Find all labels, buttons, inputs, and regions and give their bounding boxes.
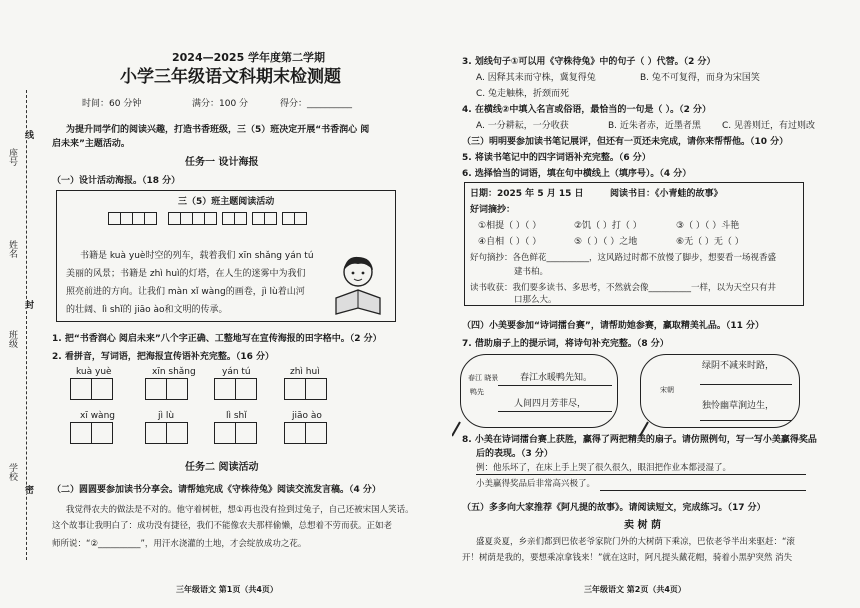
poster-line-3: 照亮前进的方向。让我们 màn xǐ wàng的画卷，jì lù着山河 [66,287,305,297]
grid-cell[interactable] [145,422,167,444]
mark-secret: 密 [23,485,33,494]
question-4: 4. 在横线②中填入名言或俗语，最恰当的一句是（ ）。（2 分） [462,105,711,115]
grid-cell[interactable] [91,422,113,444]
fan-line-1[interactable]: 春江水暖鸭先知。 [520,373,593,383]
fan-tag-1: 春江 晓景 [468,374,499,382]
fan-line-3[interactable]: 绿阴不减来时路， [702,361,775,371]
grid-cell[interactable] [235,378,257,400]
word-2[interactable]: ②饥（ ）打（ ） [574,221,642,231]
answer-grid-1 [70,378,112,400]
intro-line-1: 为提升同学们的阅读兴趣，打造书香班级，三（5）班决定开展“书香润心 阅 [66,125,370,135]
word-4[interactable]: ④自相（ ）（ ） [478,237,542,247]
q4-option-a[interactable]: A. 一分耕耘，一分收获 [476,121,569,131]
get-score: 得分：__________ [280,99,353,109]
section5-title: （五）多多向大家推荐《阿凡提的故事》。请阅读短文，完成练习。（17 分） [462,503,766,513]
good-sentence-2: 建书柏。 [514,267,549,277]
grid-cell[interactable] [235,422,257,444]
word-5[interactable]: ⑤（ ）（ ）之地 [574,237,638,247]
section1-title: （一）设计活动海报。（18 分） [52,176,181,186]
question-6: 6. 选择恰当的词语，填在句中横线上（填序号）。（4 分） [462,169,692,179]
answer-grid-5 [70,422,112,444]
fan-line-2-underline [498,411,612,412]
grid-cell[interactable] [70,378,92,400]
grid-cell[interactable] [166,378,188,400]
section4-title: （四）小美要参加“诗词擂台赛”，请帮助她参赛，赢取精美礼品。（11 分） [462,321,764,331]
question-2: 2. 看拼音，写词语，把海报宣传语补充完整。（16 分） [52,352,274,362]
fan-line-2[interactable]: 人间四月芳菲尽， [514,399,587,409]
poster-title: 三（5）班主题阅读活动 [178,197,275,207]
question-7: 7. 借助扇子上的提示词，将诗句补充完整。（8 分） [462,339,669,349]
grid-cell[interactable] [294,212,307,225]
intro-line-2: 启未来”主题活动。 [52,139,130,149]
answer-grid-6 [145,422,187,444]
answer-grid-7 [214,422,256,444]
answer-sentence[interactable]: 小美赢得奖品后非常高兴极了。 [476,479,596,489]
footer-page-1: 三年级语文 第1页（共4页） [176,585,278,594]
poster-grid [108,212,306,225]
q3-option-a[interactable]: A. 因释其耒而守株，冀复得兔 [476,73,596,83]
q3-option-b[interactable]: B. 兔不可复得，而身为宋国笑 [640,73,760,83]
good-sentence-1: 好句摘抄：各色鲜花__________，这风路过时都不放慢了脚步，想要看一场视香盛 [470,253,777,263]
grid-cell[interactable] [284,378,306,400]
word-6[interactable]: ⑥无（ ）无（ ） [676,237,744,247]
poster-line-1: 书籍是 kuà yuè时空的列车，载着我们 xīn shǎng yán tú [80,251,314,261]
reading-gain-1: 读书收获：我们要多读书、多思考，不然就会像__________一样，以为天空只有井 [470,283,777,293]
label-name: 姓名 [7,240,17,258]
question-1: 1. 把“书香润心 阅启未来”八个字正确、工整地写在宣传海报的田字格中。（2 分） [52,334,382,344]
section2-title: （二）圆圆要参加读书分享会。请帮她完成《守株待兔》阅读交流发言稿。（4 分） [52,485,381,495]
pinyin-3: yán tú [222,367,251,377]
notes-book: 阅读书目：《小青蛙的故事》 [610,189,723,199]
exam-title: 小学三年级语文科期末检测题 [120,67,341,87]
story-line-2: 开！树荫是我的，要想乘凉拿钱来！”就在这时，阿凡提头戴花帽，骑着小黑驴突然 消失 [462,553,793,563]
q4-option-b[interactable]: B. 近朱者赤，近墨者黑 [608,121,701,131]
pinyin-1: kuà yuè [76,367,112,377]
pinyin-6: jì lù [158,411,175,421]
grid-cell[interactable] [166,422,188,444]
question-3: 3. 划线句子①可以用《守株待兔》中的句子（ ）代替。（2 分） [462,57,716,67]
pinyin-2: xīn shǎng [152,367,196,377]
task1-title: 任务一 设计海报 [185,157,259,168]
example-sentence: 例：他乐坏了，在床上手上哭了很久很久，眼泪把作业本都浸湿了。 [476,463,732,473]
grid-cell[interactable] [284,422,306,444]
grid-cell[interactable] [214,378,236,400]
label-school: 学校 [7,463,17,481]
answer-underline [600,490,806,491]
label-seat: 座号 [7,148,17,166]
section2-text-2: 这个故事让我明白了：成功没有捷径，我们不能像农夫那样偷懒，总想着不劳而获。正如老 [52,521,393,531]
mark-line: 线 [23,130,33,139]
example-underline [476,474,806,475]
word-1[interactable]: ①相提（ ）（ ） [478,221,542,231]
score-info: 满分：100 分 [192,99,249,109]
binding-margin [0,0,40,608]
notes-date: 日期：2025 年 5 月 15 日 [470,189,584,199]
time-info: 时间：60 分钟 [82,99,142,109]
pinyin-8: jiāo ào [292,411,322,421]
grid-cell[interactable] [214,422,236,444]
grid-cell[interactable] [305,378,327,400]
pinyin-7: lì shǐ [226,411,247,421]
question-8: 8. 小美在诗词擂台赛上获胜，赢得了两把精美的扇子。请仿照例句，写一写小美赢得奖品 [462,435,817,445]
footer-page-2: 三年级语文 第2页（共4页） [584,585,686,594]
story-title: 卖 树 荫 [624,520,661,531]
task2-title: 任务二 阅读活动 [185,462,259,473]
answer-grid-8 [284,422,326,444]
q3-option-c[interactable]: C. 兔走触株，折颈而死 [476,89,570,99]
grid-cell[interactable] [70,422,92,444]
fan-tag-3: 宋朝 [660,386,674,394]
q4-option-c[interactable]: C. 见善则迁，有过则改 [722,121,816,131]
poster-line-4: 的壮阔、lì shǐ的 jiāo ào和文明的传承。 [66,305,228,315]
mark-seal: 封 [23,300,33,309]
question-8-cont: 后的表现。（3 分） [476,449,553,459]
answer-grid-4 [284,378,326,400]
question-5: 5. 将读书笔记中的四字词语补充完整。（6 分） [462,153,651,163]
reading-child-illustration [328,250,390,318]
pinyin-5: xī wàng [80,411,115,421]
reading-gain-2: 口那么大。 [514,295,557,305]
section2-text-3: 师所说：“②__________”，用汗水浇灌的土地，才会绽放成功之花。 [52,539,307,549]
answer-grid-3 [214,378,256,400]
year-heading: 2024—2025 学年度第二学期 [172,51,326,64]
section2-text-1: 我觉得农夫的做法是不对的。他守着树桩，想①再也没有捡到过兔子，自己还被宋国人笑话。 [66,505,414,515]
word-3[interactable]: ③（ ）（ ）斗艳 [676,221,740,231]
poster-line-2: 美丽的风景；书籍是 zhì huì的灯塔，在人生的迷雾中为我们 [66,269,306,279]
section3-title: （三）明明要参加读书笔记展评，但还有一页还未完成，请你来帮帮他。（10 分） [462,137,789,147]
label-class: 班级 [7,330,17,348]
fan-tag-2: 鸭先 [470,388,484,396]
notes-good-words: 好词摘抄： [470,205,516,215]
grid-cell[interactable] [305,422,327,444]
answer-grid-2 [145,378,187,400]
fan-line-1-underline [498,385,612,386]
grid-cell[interactable] [91,378,113,400]
fan-line-4[interactable]: 独怜幽草涧边生， [702,401,775,411]
story-line-1: 盛夏炎夏，乡亲们都到巴依老爷家院门外的大树荫下乘凉，巴依老爷半出来驱赶：“滚 [476,537,795,547]
pinyin-4: zhì huì [290,367,320,377]
grid-cell[interactable] [145,378,167,400]
fan-line-3-underline [700,384,792,385]
